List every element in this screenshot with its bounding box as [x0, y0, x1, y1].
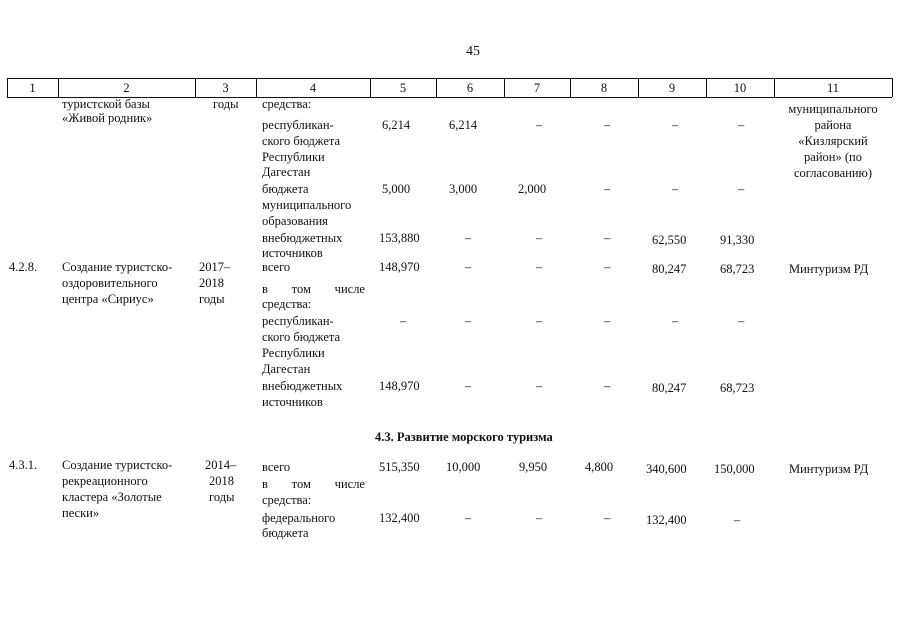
row1-executor-line4: район» (по [804, 150, 862, 164]
row2-total-val-7: – [536, 260, 543, 274]
row3-period-line2: 2018 [209, 474, 234, 488]
row2-source-incl-w2: том [291, 282, 311, 296]
row2-name-line1: Создание туристско- [62, 260, 173, 274]
row1-rep-val-6: 6,214 [449, 118, 478, 132]
row3-fed-val-5: 132,400 [379, 511, 420, 525]
row3-period-line3: годы [209, 490, 235, 504]
row1-source-rep-line3: Республики [262, 150, 325, 164]
row1-source-vne-line1: внебюджетных [262, 231, 343, 245]
row2-executor: Минтуризм РД [789, 262, 869, 276]
row3-number: 4.3.1. [9, 458, 38, 472]
col-header-8: 8 [600, 81, 608, 95]
row2-rep-val-6: – [465, 314, 472, 328]
row1-mun-val-8: – [604, 182, 611, 196]
row2-name-line3: центра «Сириус» [62, 292, 154, 306]
row2-name-line2: оздоровительного [62, 276, 158, 290]
row2-period-line2: 2018 [199, 276, 224, 290]
row2-period-line3: годы [199, 292, 225, 306]
row2-rep-val-8: – [604, 314, 611, 328]
row1-source-mun-line1: бюджета [262, 182, 309, 196]
row2-vne-val-8: – [604, 379, 611, 393]
row2-total-val-8: – [604, 260, 611, 274]
row1-mun-val-10: – [738, 182, 745, 196]
row1-executor-line1: муниципального [788, 102, 878, 116]
row2-source-rep-line3: Республики [262, 346, 325, 360]
row1-executor-line5: согласованию) [793, 166, 873, 180]
row2-source-vne-line1: внебюджетных [262, 379, 343, 393]
row3-period-line1: 2014– [205, 458, 237, 472]
row3-source-incl-w2: том [291, 477, 311, 491]
row2-total-val-5: 148,970 [379, 260, 420, 274]
row1-mun-val-9: – [672, 182, 679, 196]
row2-total-val-9: 80,247 [652, 262, 687, 276]
row2-source-incl [262, 281, 365, 297]
row1-rep-val-9: – [672, 118, 679, 132]
row3-source-total: всего [262, 460, 291, 474]
row2-source-rep-line1: республикан- [262, 314, 334, 328]
row3-fed-val-8: – [604, 511, 611, 525]
row2-source-rep-line2: ского бюджета [262, 330, 341, 344]
row1-executor-line3: «Кизлярский [798, 134, 868, 148]
row1-source-rep-line4: Дагестан [262, 165, 311, 179]
row2-total-val-10: 68,723 [720, 262, 755, 276]
row1-vne-val-10: 91,330 [720, 233, 755, 247]
row1-vne-val-5: 153,880 [379, 231, 420, 245]
row2-source-vne-line2: источников [262, 395, 323, 409]
col-header-6: 6 [466, 81, 474, 95]
row2-vne-val-10: 68,723 [720, 381, 755, 395]
row2-source-total: всего [262, 260, 291, 274]
col-header-9: 9 [668, 81, 676, 95]
row2-rep-val-7: – [536, 314, 543, 328]
row2-source-incl-w3: числе [334, 282, 365, 296]
row1-name-line1: туристской базы [62, 97, 150, 111]
row1-mun-val-7: 2,000 [518, 182, 547, 196]
row3-source-incl-w3: числе [334, 477, 365, 491]
row1-period: годы [213, 97, 239, 111]
row3-source-fed-line1: федерального [262, 511, 336, 525]
row2-period-line1: 2017– [199, 260, 231, 274]
row3-source-funds: средства: [262, 493, 312, 507]
row2-source-rep-line4: Дагестан [262, 362, 311, 376]
row1-vne-val-8: – [604, 231, 611, 245]
row3-fed-val-10: – [734, 513, 741, 527]
row1-source-rep-line2: ского бюджета [262, 134, 341, 148]
row1-vne-val-7: – [536, 231, 543, 245]
row1-rep-val-8: – [604, 118, 611, 132]
row3-name-line1: Создание туристско- [62, 458, 173, 472]
col-header-11: 11 [826, 81, 840, 95]
row3-fed-val-7: – [536, 511, 543, 525]
row1-vne-val-9: 62,550 [652, 233, 687, 247]
section-heading: 4.3. Развитие морского туризма [375, 430, 553, 444]
col-header-2: 2 [123, 81, 130, 95]
row1-source-vne-line2: источников [262, 246, 323, 260]
row3-total-val-5: 515,350 [379, 460, 420, 474]
row1-source-mun-line2: муниципального [262, 198, 352, 212]
row3-total-val-6: 10,000 [446, 460, 481, 474]
row2-rep-val-10: – [738, 314, 745, 328]
row1-source-funds: средства: [262, 97, 312, 111]
row1-executor-line2: района [814, 118, 852, 132]
row1-vne-val-6: – [465, 231, 472, 245]
row3-source-incl-w1: в [262, 477, 268, 491]
row3-name-line2: рекреационного [62, 474, 148, 488]
row2-vne-val-5: 148,970 [379, 379, 420, 393]
row3-total-val-7: 9,950 [519, 460, 548, 474]
row3-fed-val-6: – [465, 511, 472, 525]
row1-source-mun-line3: образования [262, 214, 328, 228]
col-header-10: 10 [733, 81, 747, 95]
row1-name-line2: «Живой родник» [62, 111, 153, 125]
row1-source-rep-line1: республикан- [262, 118, 334, 132]
col-header-1: 1 [29, 81, 36, 95]
row1-mun-val-5: 5,000 [382, 182, 411, 196]
row1-mun-val-6: 3,000 [449, 182, 478, 196]
row3-source-fed-line2: бюджета [262, 526, 309, 540]
row2-rep-val-5: – [400, 314, 407, 328]
row3-name-line3: кластера «Золотые [62, 490, 162, 504]
row3-executor: Минтуризм РД [789, 462, 869, 476]
row2-total-val-6: – [465, 260, 472, 274]
row2-vne-val-7: – [536, 379, 543, 393]
row1-rep-val-7: – [536, 118, 543, 132]
row1-rep-val-5: 6,214 [382, 118, 411, 132]
row3-total-val-10: 150,000 [714, 462, 755, 476]
row3-total-val-9: 340,600 [646, 462, 687, 476]
row2-source-incl-w1: в [262, 282, 268, 296]
row2-number: 4.2.8. [9, 260, 38, 274]
row3-total-val-8: 4,800 [585, 460, 614, 474]
row3-fed-val-9: 132,400 [646, 513, 687, 527]
row3-source-incl [262, 476, 365, 492]
row1-rep-val-10: – [738, 118, 745, 132]
row2-vne-val-9: 80,247 [652, 381, 687, 395]
row2-source-funds: средства: [262, 297, 312, 311]
row3-name-line4: пески» [62, 506, 100, 520]
col-header-7: 7 [533, 81, 541, 95]
col-header-3: 3 [222, 81, 229, 95]
row2-vne-val-6: – [465, 379, 472, 393]
row2-rep-val-9: – [672, 314, 679, 328]
page-number: 45 [466, 44, 480, 59]
col-header-5: 5 [399, 81, 407, 95]
col-header-4: 4 [309, 81, 317, 95]
